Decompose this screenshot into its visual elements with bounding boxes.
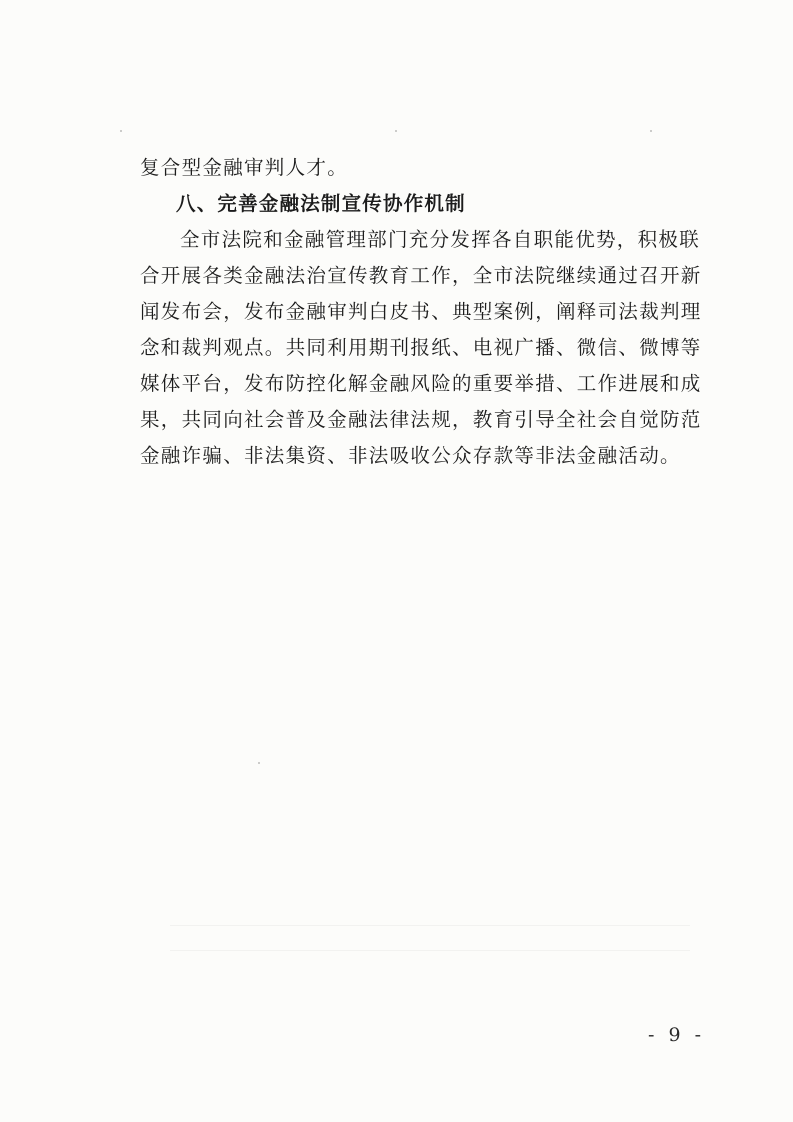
scan-speck — [395, 130, 397, 132]
paragraph-line-1: 全市法院和金融管理部门充分发挥各自职能优势，积极联 — [180, 228, 701, 251]
paragraph-line-5: 媒体平台，发布防控化解金融风险的重要举措、工作进展和成 — [140, 372, 702, 395]
paragraph-line-6: 果，共同向社会普及金融法律法规，教育引导全社会自觉防范 — [140, 408, 702, 431]
scan-speck — [650, 130, 652, 132]
scan-speck — [120, 130, 122, 132]
paragraph-line-4: 念和裁判观点。共同利用期刊报纸、电视广播、微信、微博等 — [140, 336, 702, 359]
paragraph-line-2: 合开展各类金融法治宣传教育工作，全市法院继续通过召开新 — [140, 264, 702, 287]
page-number: - 9 - — [648, 1024, 706, 1046]
bleed-through-footer — [170, 925, 690, 951]
body-text — [140, 150, 702, 474]
text-line-1: 复合型金融审判人才。 — [140, 156, 349, 179]
scan-speck — [258, 762, 260, 764]
paragraph-line-3: 闻发布会，发布金融审判白皮书、典型案例，阐释司法裁判理 — [140, 300, 702, 323]
paragraph-line-7: 金融诈骗、非法集资、非法吸收公众存款等非法金融活动。 — [140, 444, 681, 467]
section-heading: 八、完善金融法制宣传协作机制 — [176, 192, 466, 215]
